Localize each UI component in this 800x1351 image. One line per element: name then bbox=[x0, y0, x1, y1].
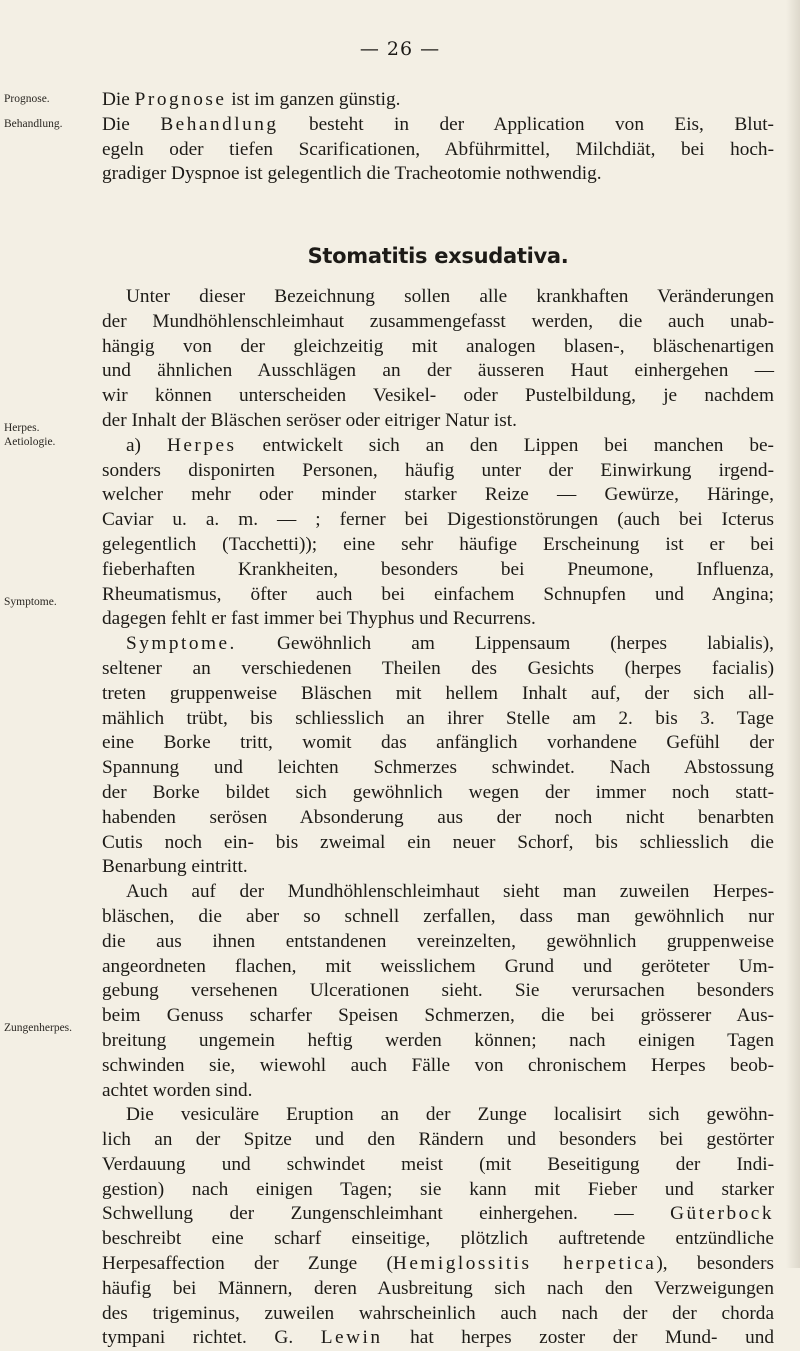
text-line: der Borke bildet sich gewöhnlich wegen der immer noch statt- bbox=[102, 781, 774, 803]
text-line: habenden serösen Absonderung aus der noch nicht benarbten bbox=[102, 806, 774, 828]
text-line: häufig bei Männern, deren Ausbreitung sich nach den Verzweigungen bbox=[102, 1277, 774, 1299]
text-line: Verdauung und schwindet meist (mit Beseitigung der Indi- bbox=[102, 1153, 774, 1175]
text-line: welcher mehr oder minder starker Reize — Gewürze, Häringe, bbox=[102, 484, 774, 506]
spaced-term: Behandlung bbox=[160, 113, 279, 135]
text-line: Die Behandlung besteht in der Application von Eis, Blut- bbox=[102, 113, 774, 135]
margin-note-behandlung: Behandlung. bbox=[4, 118, 63, 130]
text-line: Rheumatismus, öfter auch bei einfachem Schnupfen und Angina; bbox=[102, 583, 774, 605]
text-line: sonders disponirten Personen, häufig unter der Einwirkung irgend- bbox=[102, 459, 774, 481]
text-line: der Inhalt der Bläschen seröser oder eitriger Natur ist. bbox=[102, 409, 517, 431]
text-line: angeordneten flachen, mit weisslichem Grund und geröteter Um- bbox=[102, 955, 774, 977]
text-line: schwinden sie, wiewohl auch Fälle von chronischem Herpes beob- bbox=[102, 1054, 774, 1076]
text-line: Cutis noch ein- bis zweimal ein neuer Schorf, bis schliesslich die bbox=[102, 831, 774, 853]
text-line: wir können unterscheiden Vesikel- oder Pustelbildung, je nachdem bbox=[102, 385, 774, 407]
text-line: seltener an verschiedenen Theilen des Gesichts (herpes facialis) bbox=[102, 657, 774, 679]
text-line: hängig von der gleichzeitig mit analogen blasen-, bläschenartigen bbox=[102, 335, 774, 357]
text-line: achtet worden sind. bbox=[102, 1079, 253, 1101]
page-number: — 26 — bbox=[359, 38, 441, 60]
text-line: die aus ihnen entstandenen vereinzelten, gewöhnlich gruppenweise bbox=[102, 930, 774, 952]
text-line: treten gruppenweise Bläschen mit hellem Inhalt auf, der sich all- bbox=[102, 682, 774, 704]
body-text bbox=[102, 285, 774, 1351]
intro-paragraph bbox=[102, 88, 774, 187]
text-line: beschreibt eine scharf einseitige, plötzlich auftretende entzündliche bbox=[102, 1228, 774, 1250]
text-line: Die vesiculäre Eruption an der Zunge localisirt sich gewöhn- bbox=[126, 1104, 774, 1126]
text-line: gebung versehenen Ulcerationen sieht. Sie verursachen besonders bbox=[102, 980, 774, 1002]
text-line: Unter dieser Bezeichnung sollen alle krankhaften Veränderungen bbox=[126, 286, 774, 307]
text-line: egeln oder tiefen Scarificationen, Abführmittel, Milchdiät, bei hoch- bbox=[102, 138, 774, 160]
spaced-term: Hemiglossitis herpetica bbox=[392, 1253, 657, 1275]
text-line: des trigeminus, zuweilen wahrscheinlich auch nach der der chorda bbox=[102, 1302, 774, 1324]
spaced-term: Symptome. bbox=[126, 633, 237, 655]
text-line: Symptome. Gewöhnlich am Lippensaum (herpes labialis), bbox=[126, 633, 774, 655]
text-line: Spannung und leichten Schmerzes schwindet. Nach Abstossung bbox=[102, 757, 774, 779]
text-line: a) Herpes entwickelt sich an den Lippen bei manchen be- bbox=[126, 434, 774, 456]
text-line: Benarbung eintritt. bbox=[102, 856, 248, 878]
text-line: bläschen, die aber so schnell zerfallen, dass man gewöhnlich nur bbox=[102, 905, 774, 927]
text-line: gelegentlich (Tacchetti)); eine sehr häufige Erscheinung ist er bei bbox=[102, 533, 774, 555]
margin-note-symptome: Symptome. bbox=[4, 596, 57, 608]
text-line: Herpesaffection der Zunge (Hemiglossitis herpetica), besonders bbox=[102, 1253, 774, 1275]
text-line: eine Borke tritt, womit das anfänglich vorhandene Gefühl der bbox=[102, 732, 774, 754]
text-line: breitung ungemein heftig werden können; nach einigen Tagen bbox=[102, 1029, 774, 1051]
text-line: dagegen fehlt er fast immer bei Thyphus und Recurrens. bbox=[102, 608, 536, 630]
text-line: Die Prognose ist im ganzen günstig. bbox=[102, 89, 401, 110]
text-line: gestion) nach einigen Tagen; sie kann mit Fieber und starker bbox=[102, 1178, 774, 1200]
text-line: gradiger Dyspnoe ist gelegentlich die Tracheotomie nothwendig. bbox=[102, 163, 602, 185]
text-line: Caviar u. a. m. — ; ferner bei Digestionstörungen (auch bei Icterus bbox=[102, 509, 774, 531]
text-line: fieberhaften Krankheiten, besonders bei Pneumone, Influenza, bbox=[102, 558, 774, 580]
spaced-term: Herpes bbox=[166, 434, 237, 456]
margin-note-prognose: Prognose. bbox=[4, 93, 50, 105]
margin-note-herpes: Herpes. bbox=[4, 422, 40, 434]
text-line: Auch auf der Mundhöhlenschleimhaut sieht man zuweilen Herpes- bbox=[126, 881, 774, 903]
spaced-term: Güterbock bbox=[670, 1203, 774, 1225]
text-line: lich an der Spitze und den Rändern und besonders bei gestörter bbox=[102, 1129, 774, 1151]
text-line: mählich trübt, bis schliesslich an ihrer Stelle am 2. bis 3. Tage bbox=[102, 707, 774, 729]
spaced-term: Lewin bbox=[320, 1327, 383, 1349]
text-line: beim Genuss scharfer Speisen Schmerzen, die bei grösserer Aus- bbox=[102, 1005, 774, 1027]
margin-note-zungenherpes: Zungenherpes. bbox=[4, 1022, 73, 1034]
text-line: tympani richtet. G. Lewin hat herpes zoster der Mund- und bbox=[102, 1327, 774, 1349]
page-edge-shadow bbox=[786, 0, 800, 1268]
text-line: und ähnlichen Ausschlägen an der äusseren Haut einhergehen — bbox=[102, 360, 774, 382]
margin-note-aetiologie: Aetiologie. bbox=[4, 436, 56, 448]
text-line: Schwellung der Zungenschleimhant einhergehen. — Güterbock bbox=[102, 1203, 774, 1225]
spaced-term: Prognose bbox=[134, 89, 227, 110]
section-title: Stomatitis exsudativa. bbox=[307, 244, 569, 268]
text-line: der Mundhöhlenschleimhaut zusammengefasst werden, die auch unab- bbox=[102, 310, 774, 332]
